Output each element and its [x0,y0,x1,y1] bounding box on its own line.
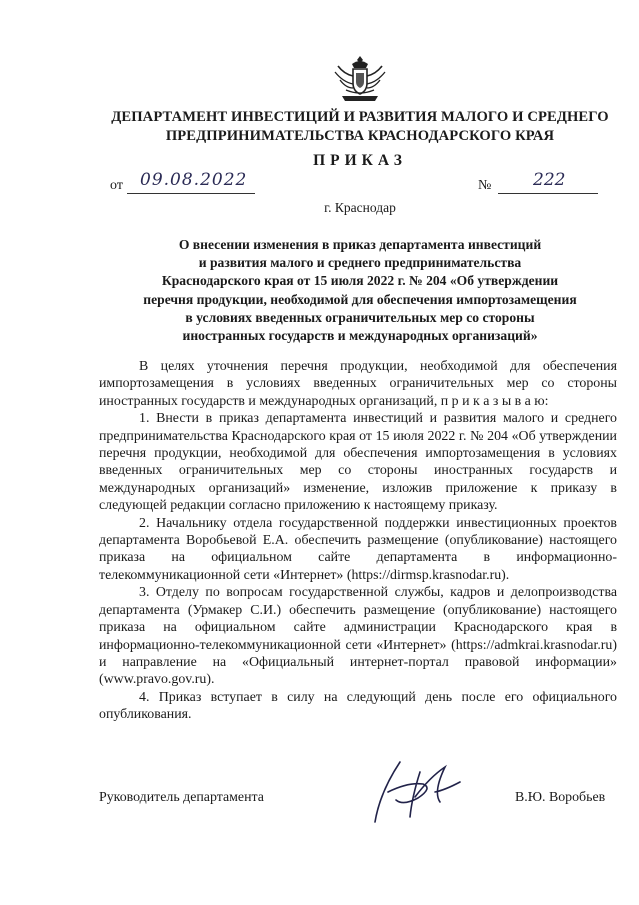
organization-name-line1: ДЕПАРТАМЕНТ ИНВЕСТИЦИЙ И РАЗВИТИЯ МАЛОГО И СРЕДНЕГО [111,109,609,125]
subject-line: Краснодарского края от 15 июля 2022 г. № 204 «Об утверждении [161,273,559,289]
subject-line: О внесении изменения в приказ департамента инвестиций [178,237,542,252]
signatory-role: Руководитель департамента [99,790,264,805]
number-underline [498,193,598,194]
clause-3-paragraph: 3. Отделу по вопросам государственной службы, кадров и делопроизводства департамента (Урмакер С.И.) обеспечить размещение (опубликование) настоящего приказа на официальном сайте администрации Краснодарского края в информационно-телекоммуникационной сети «Интернет» (https://admkrai.krasnodar.ru) и направление на «Официальный интернет-портал правовой информации» (www.pravo.gov.ru). [99,585,617,688]
coat-of-arms-emblem [330,54,390,104]
order-title: ПРИКАЗ [313,152,407,169]
order-date: 09.08.2022 [140,170,248,190]
date-label: от [110,178,123,193]
date-underline [127,193,255,194]
subject-line: перечня продукции, необходимой для обеспечения импортозамещения [143,291,577,307]
order-number: 222 [533,170,566,190]
subject-line: в условиях введенных ограничительных мер со стороны [185,309,535,325]
clause-1-paragraph: 1. Внести в приказ департамента инвестиций и развития малого и среднего предпринимательства Краснодарского края от 15 июля 2022 г. № 204 «Об утверждении перечня продукции, необходимой для обеспечения импортозамещения в условиях введенных ограничительных мер со стороны иностранных государств и международных организаций» изменение, изложив приложение к приказу в следующей редакции согласно приложению к настоящему приказу. [99,411,617,514]
clause-4-paragraph: 4. Приказ вступает в силу на следующий день после его официального опубликования. [99,689,617,723]
preamble-paragraph: В целях уточнения перечня продукции, необходимой для обеспечения импортозамещения в условиях введенных ограничительных мер со стороны иностранных государств и международных организаций, п р и к а з ы в а ю: [99,359,617,409]
handwritten-signature [360,752,470,832]
subject-line: и развития малого и среднего предпринимательства [198,255,522,271]
order-body [99,358,617,724]
number-label: № [478,178,492,193]
clause-2-paragraph: 2. Начальнику отдела государственной поддержки инвестиционных проектов департамента Воробьевой Е.А. обеспечить размещение (опубликование) настоящего приказа на официальном сайте департамента в информационно-телекоммуникационной сети «Интернет» (https://dirmsp.krasnodar.ru). [99,515,617,583]
signatory-name: В.Ю. Воробьев [515,790,606,805]
order-subject [100,236,620,345]
subject-line: иностранных государств и международных организаций» [182,328,538,344]
organization-name [90,108,630,146]
city: г. Краснодар [324,200,396,215]
organization-name-line2: ПРЕДПРИНИМАТЕЛЬСТВА КРАСНОДАРСКОГО КРАЯ [165,128,555,144]
